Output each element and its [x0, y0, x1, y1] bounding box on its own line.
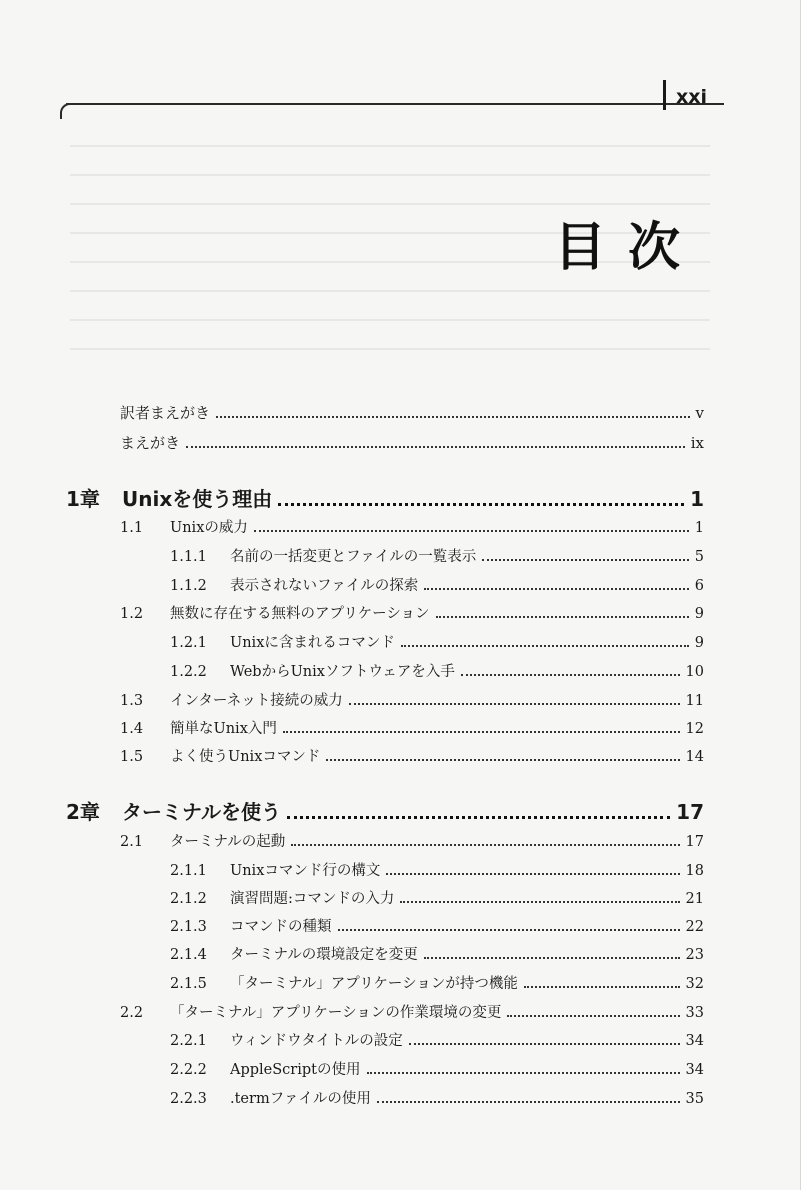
chapter-number: 2章: [66, 800, 100, 824]
toc-subsection[interactable]: [170, 1058, 704, 1079]
chapter-page: 17: [676, 800, 704, 824]
leader-dots: [283, 730, 680, 733]
leader-dots: [436, 615, 689, 618]
toc-entry-title: 訳者まえがき: [120, 404, 211, 422]
leader-dots: [278, 502, 684, 506]
subsection-title: Unixに含まれるコマンド: [230, 635, 395, 651]
subsection-title: WebからUnixソフトウェアを入手: [230, 664, 455, 680]
section-title: よく使うUnixコマンド: [170, 749, 321, 765]
section-title: 簡単なUnix入門: [170, 721, 277, 737]
subsection-number: 2.2.2: [170, 1062, 207, 1078]
subsection-number: 2.1.4: [170, 947, 207, 963]
chapter-number: 1章: [66, 487, 100, 511]
subsection-number: 2.1.5: [170, 976, 207, 992]
subsection-page: 32: [685, 976, 704, 992]
toc-subsection[interactable]: [170, 915, 704, 936]
leader-dots: [349, 702, 680, 705]
subsection-page: 34: [685, 1062, 704, 1078]
section-title: Unixの威力: [170, 520, 248, 536]
section-number: 2.1: [120, 834, 144, 850]
leader-dots: [291, 843, 679, 846]
subsection-page: 9: [694, 635, 704, 651]
subsection-title: .termファイルの使用: [230, 1091, 371, 1107]
header-separator: [663, 80, 666, 110]
page-title: 目次: [553, 218, 702, 278]
section-number: 1.2: [120, 606, 144, 622]
section-title: インターネット接続の威力: [170, 693, 343, 709]
section-page: 33: [685, 1005, 704, 1021]
toc-chapter-2[interactable]: [66, 796, 704, 825]
toc-subsection[interactable]: [170, 631, 704, 652]
toc-section[interactable]: [120, 830, 704, 851]
toc-chapter-1[interactable]: [66, 483, 704, 512]
leader-dots: [326, 758, 679, 761]
section-page: 1: [694, 520, 704, 536]
subsection-number: 2.2.3: [170, 1091, 207, 1107]
toc-entry-page: ix: [690, 434, 704, 452]
subsection-page: 21: [685, 891, 704, 907]
subsection-title: ターミナルの環境設定を変更: [230, 947, 418, 963]
header-rule-curve: [60, 103, 72, 119]
section-title: ターミナルの起動: [170, 834, 286, 850]
section-number: 1.5: [120, 749, 144, 765]
leader-dots: [367, 1071, 680, 1074]
subsection-number: 1.1.2: [170, 578, 207, 594]
toc-subsection[interactable]: [170, 943, 704, 964]
subsection-number: 1.2.1: [170, 635, 207, 651]
page-number-label: xxi: [676, 86, 708, 108]
chapter-title: ターミナルを使う: [122, 800, 281, 824]
subsection-title: ウィンドウタイトルの設定: [230, 1033, 403, 1049]
subsection-title: コマンドの種類: [230, 919, 332, 935]
subsection-page: 6: [694, 578, 704, 594]
toc-section[interactable]: [120, 602, 704, 623]
leader-dots: [386, 872, 679, 875]
subsection-number: 1.1.1: [170, 549, 207, 565]
leader-dots: [216, 415, 690, 418]
leader-dots: [424, 956, 680, 959]
toc-section[interactable]: [120, 689, 704, 710]
subsection-number: 1.2.2: [170, 664, 207, 680]
subsection-title: AppleScriptの使用: [230, 1062, 361, 1078]
section-page: 14: [685, 749, 704, 765]
section-page: 11: [685, 693, 704, 709]
toc-entry-page: v: [695, 404, 704, 422]
toc-entry-title: まえがき: [120, 434, 181, 452]
toc-entry-front-matter[interactable]: [120, 432, 704, 453]
section-number: 1.1: [120, 520, 144, 536]
toc-subsection[interactable]: [170, 545, 704, 566]
toc-subsection[interactable]: [170, 1087, 704, 1108]
subsection-number: 2.1.2: [170, 891, 207, 907]
subsection-number: 2.2.1: [170, 1033, 207, 1049]
section-page: 12: [685, 721, 704, 737]
subsection-page: 22: [685, 919, 704, 935]
subsection-title: Unixコマンド行の構文: [230, 863, 381, 879]
leader-dots: [524, 985, 680, 988]
toc-section[interactable]: [120, 717, 704, 738]
section-page: 17: [685, 834, 704, 850]
subsection-title: 「ターミナル」アプリケーションが持つ機能: [230, 976, 518, 992]
leader-dots: [400, 900, 679, 903]
section-number: 1.3: [120, 693, 144, 709]
leader-dots: [507, 1014, 679, 1017]
section-title: 「ターミナル」アプリケーションの作業環境の変更: [170, 1005, 502, 1021]
toc-subsection[interactable]: [170, 1029, 704, 1050]
section-page: 9: [694, 606, 704, 622]
toc-entry-front-matter[interactable]: [120, 402, 704, 423]
toc-subsection[interactable]: [170, 574, 704, 595]
toc-section[interactable]: [120, 745, 704, 766]
leader-dots: [338, 928, 680, 931]
toc-subsection[interactable]: [170, 887, 704, 908]
toc-subsection[interactable]: [170, 660, 704, 681]
toc-subsection[interactable]: [170, 972, 704, 993]
toc-section[interactable]: [120, 1001, 704, 1022]
leader-dots: [424, 587, 689, 590]
subsection-title: 表示されないファイルの探索: [230, 578, 419, 594]
leader-dots: [186, 445, 685, 448]
subsection-page: 10: [685, 664, 704, 680]
subsection-page: 34: [685, 1033, 704, 1049]
subsection-number: 2.1.1: [170, 863, 207, 879]
subsection-number: 2.1.3: [170, 919, 207, 935]
section-number: 1.4: [120, 721, 144, 737]
leader-dots: [287, 815, 670, 819]
leader-dots: [254, 529, 689, 532]
toc-section[interactable]: [120, 516, 704, 537]
chapter-title: Unixを使う理由: [122, 487, 273, 511]
leader-dots: [409, 1042, 680, 1045]
subsection-title: 名前の一括変更とファイルの一覧表示: [230, 549, 477, 565]
subsection-title: 演習問題:コマンドの入力: [230, 891, 395, 907]
subsection-page: 23: [685, 947, 704, 963]
section-number: 2.2: [120, 1005, 144, 1021]
toc-subsection[interactable]: [170, 859, 704, 880]
subsection-page: 35: [685, 1091, 704, 1107]
section-title: 無数に存在する無料のアプリケーション: [170, 606, 430, 622]
leader-dots: [401, 644, 689, 647]
leader-dots: [377, 1100, 680, 1103]
header-rule: [66, 103, 724, 105]
leader-dots: [461, 673, 680, 676]
subsection-page: 18: [685, 863, 704, 879]
subsection-page: 5: [694, 549, 704, 565]
leader-dots: [482, 558, 689, 561]
page-edge: [0, 1190, 807, 1200]
chapter-page: 1: [690, 487, 704, 511]
